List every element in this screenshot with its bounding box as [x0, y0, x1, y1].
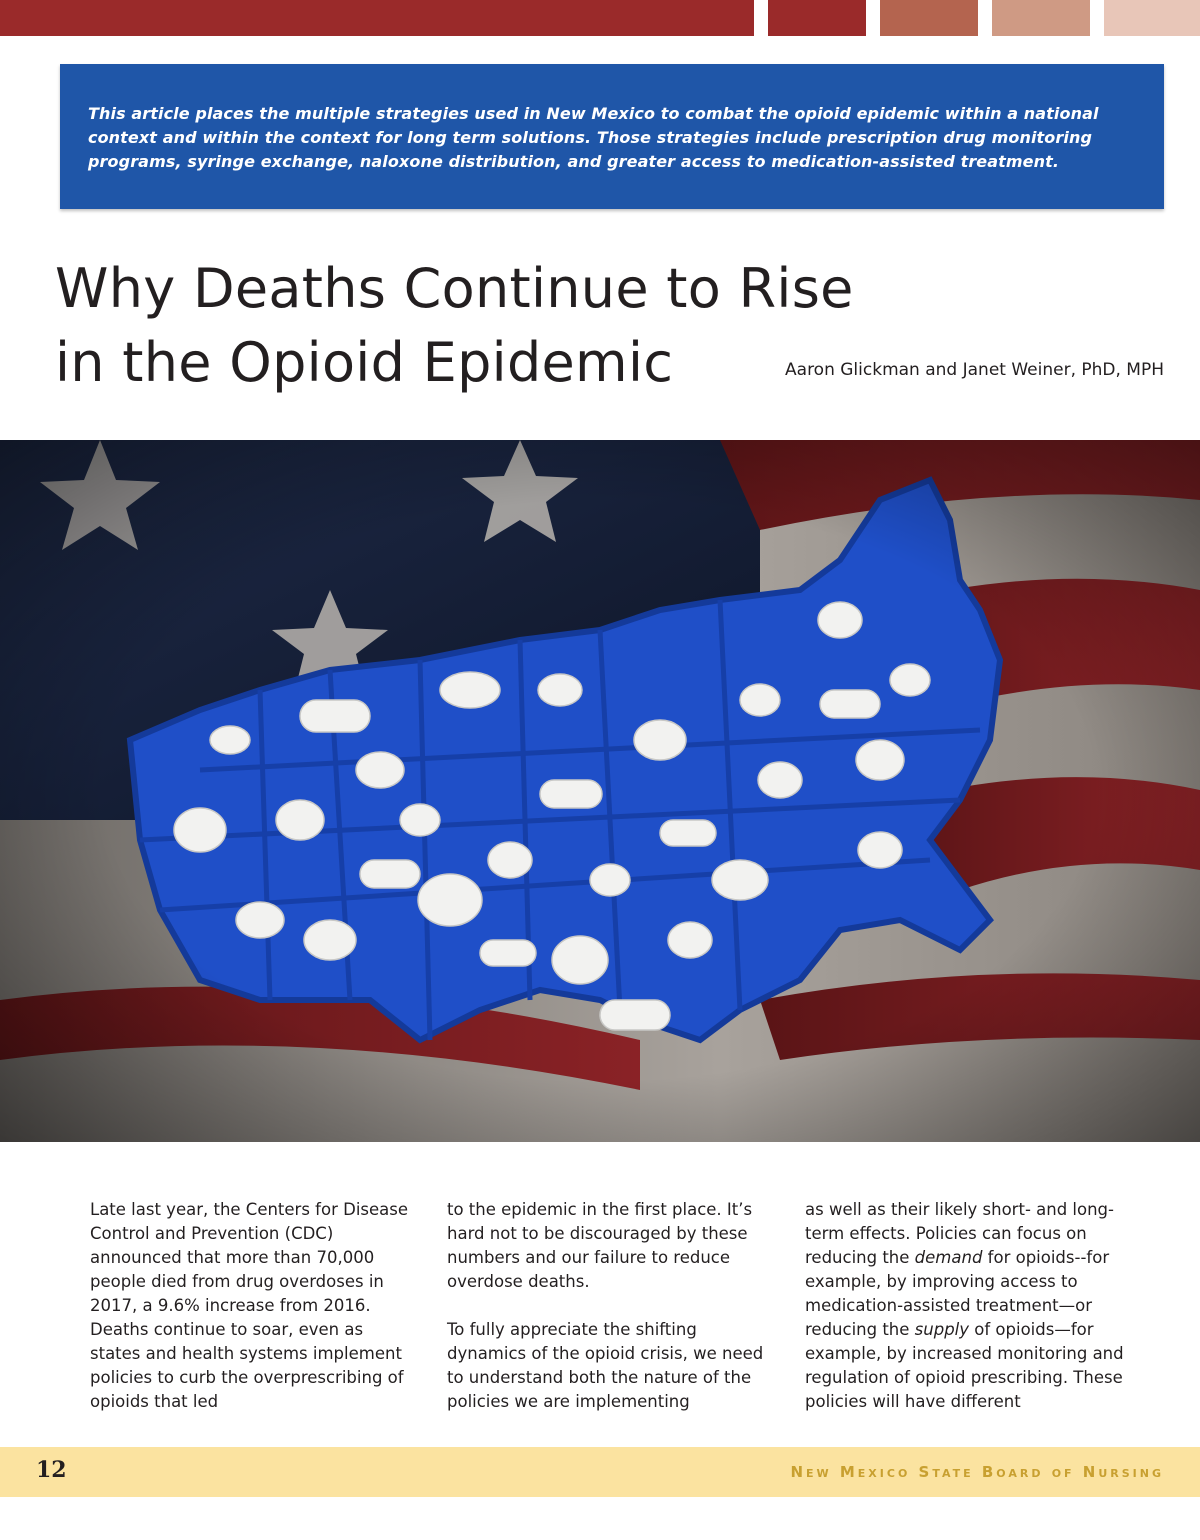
title-line-2: in the Opioid Epidemic: [55, 331, 674, 394]
article-photo: [0, 440, 1200, 1142]
article-authors: Aaron Glickman and Janet Weiner, PhD, MPH: [785, 360, 1164, 380]
emphasis-supply: supply: [914, 1320, 970, 1339]
article-body: [90, 1198, 1170, 1411]
page-number: 12: [36, 1457, 67, 1483]
strip-segment-4: [992, 0, 1090, 36]
body-column-2: [447, 1198, 772, 1438]
article-summary-box: [60, 64, 1164, 209]
title-line-1: Why Deaths Continue to Rise: [55, 257, 854, 320]
body-paragraph: Late last year, the Centers for Disease Control and Prevention (CDC) announced that more than 70,000 people died from drug overdoses in 2017, a 9.6% increase from 2016. Deaths continue to soar, even as states and health systems implement policies to curb the overprescribing of opioids that led: [90, 1200, 409, 1411]
strip-segment-2: [768, 0, 866, 36]
summary-text: This article places the multiple strategies used in New Mexico to combat the opioid epidemic within a national context and within the context for long term solutions. Those strategies include prescription drug monitoring programs, syringe exchange, naloxone distribution, and greater access to medication-assisted treatment.: [88, 104, 1099, 171]
strip-segment-3: [880, 0, 978, 36]
body-text: of opioids—for example, by increased monitoring and regulation of opioid prescribing. These policies will have different: [805, 1320, 1124, 1411]
body-text: for opioids--for example, by improving access to medication-assisted treatment—or reducing the: [805, 1248, 1110, 1339]
body-column-1: [90, 1198, 415, 1438]
emphasis-demand: demand: [914, 1248, 983, 1267]
body-paragraph: to the epidemic in the first place. It’s hard not to be discouraged by these numbers and our failure to reduce overdose deaths.: [447, 1200, 753, 1291]
strip-segment-1: [0, 0, 754, 36]
page-footer: [0, 1447, 1200, 1497]
top-color-strip: [0, 0, 1200, 36]
body-paragraph: To fully appreciate the shifting dynamics of the opioid crisis, we need to understand both the nature of the policies we are implementing: [447, 1320, 764, 1411]
publication-name: New Mexico State Board of Nursing: [790, 1463, 1164, 1481]
body-column-3: [805, 1198, 1130, 1438]
body-paragraph: [805, 1198, 1130, 1414]
body-text: as well as their likely short- and long-term effects. Policies can focus on reducing the: [805, 1200, 1114, 1267]
strip-segment-5: [1104, 0, 1200, 36]
